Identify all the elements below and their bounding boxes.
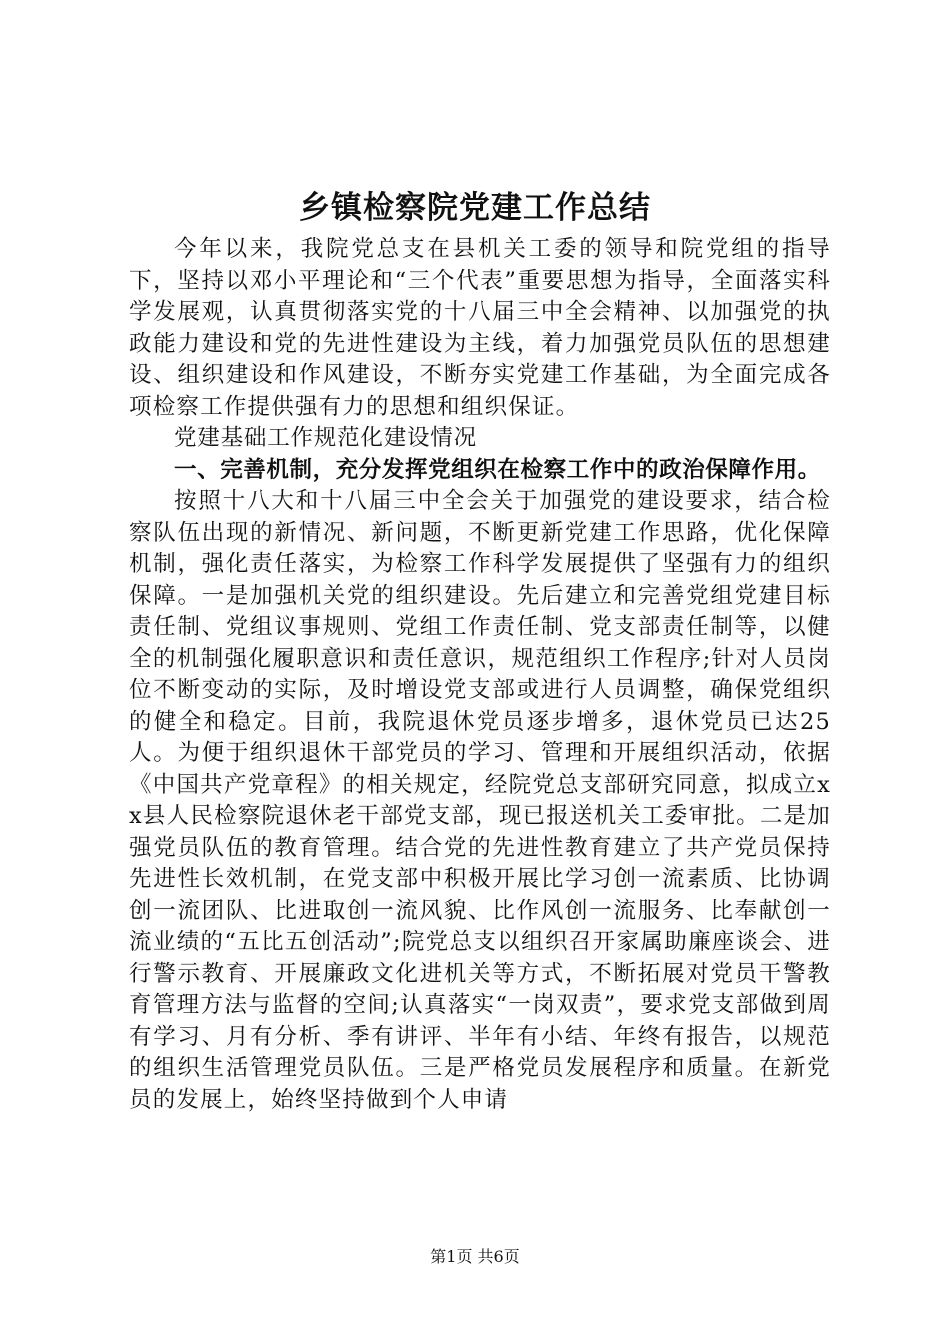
document-title: 乡镇检察院党建工作总结: [299, 190, 651, 226]
intro-paragraph: 今年以来，我院党总支在县机关工委的领导和院党组的指导下，坚持以邓小平理论和“三个代表”重要思想为指导，全面落实科学发展观，认真贯彻落实党的十八届三中全会精神、以加强党的执政能力建设和党的先进性建设为主线，着力加强党员队伍的思想建设、组织建设和作风建设，不断夯实党建工作基础，为全面完成各项检察工作提供强有力的思想和组织保证。: [129, 236, 831, 420]
section-subheading: 党建基础工作规范化建设情况: [174, 425, 477, 451]
section-heading: 一、完善机制，充分发挥党组织在检察工作中的政治保障作用。: [174, 456, 821, 483]
document-body: [129, 234, 831, 1116]
page-number-footer: 第1页 共6页: [430, 1247, 520, 1266]
section-body-paragraph: 按照十八大和十八届三中全会关于加强党的建设要求，结合检察队伍出现的新情况、新问题，不断更新党建工作思路，优化保障机制，强化责任落实，为检察工作科学发展提供了坚强有力的组织保障。一是加强机关党的组织建设。先后建立和完善党组党建目标责任制、党组议事规则、党组工作责任制、党支部责任制等，以健全的机制强化履职意识和责任意识，规范组织工作程序;针对人员岗位不断变动的实际，及时增设党支部或进行人员调整，确保党组织的健全和稳定。目前，我院退休党员逐步增多，退休党员已达25人。为便于组织退休干部党员的学习、管理和开展组织活动，依据《中国共产党章程》的相关规定，经院党总支部研究同意，拟成立xx县人民检察院退休老干部党支部，现已报送机关工委审批。二是加强党员队伍的教育管理。结合党的先进性教育建立了共产党员保持先进性长效机制，在党支部中积极开展比学习创一流素质、比协调创一流团队、比进取创一流风貌、比作风创一流服务、比奉献创一流业绩的“五比五创活动”;院党总支以组织召开家属助廉座谈会、进行警示教育、开展廉政文化进机关等方式，不断拓展对党员干警教育管理方法与监督的空间;认真落实“一岗双责”，要求党支部做到周有学习、月有分析、季有讲评、半年有小结、年终有报告，以规范的组织生活管理党员队伍。三是严格党员发展程序和质量。在新党员的发展上，始终坚持做到个人申请: [129, 488, 831, 1113]
